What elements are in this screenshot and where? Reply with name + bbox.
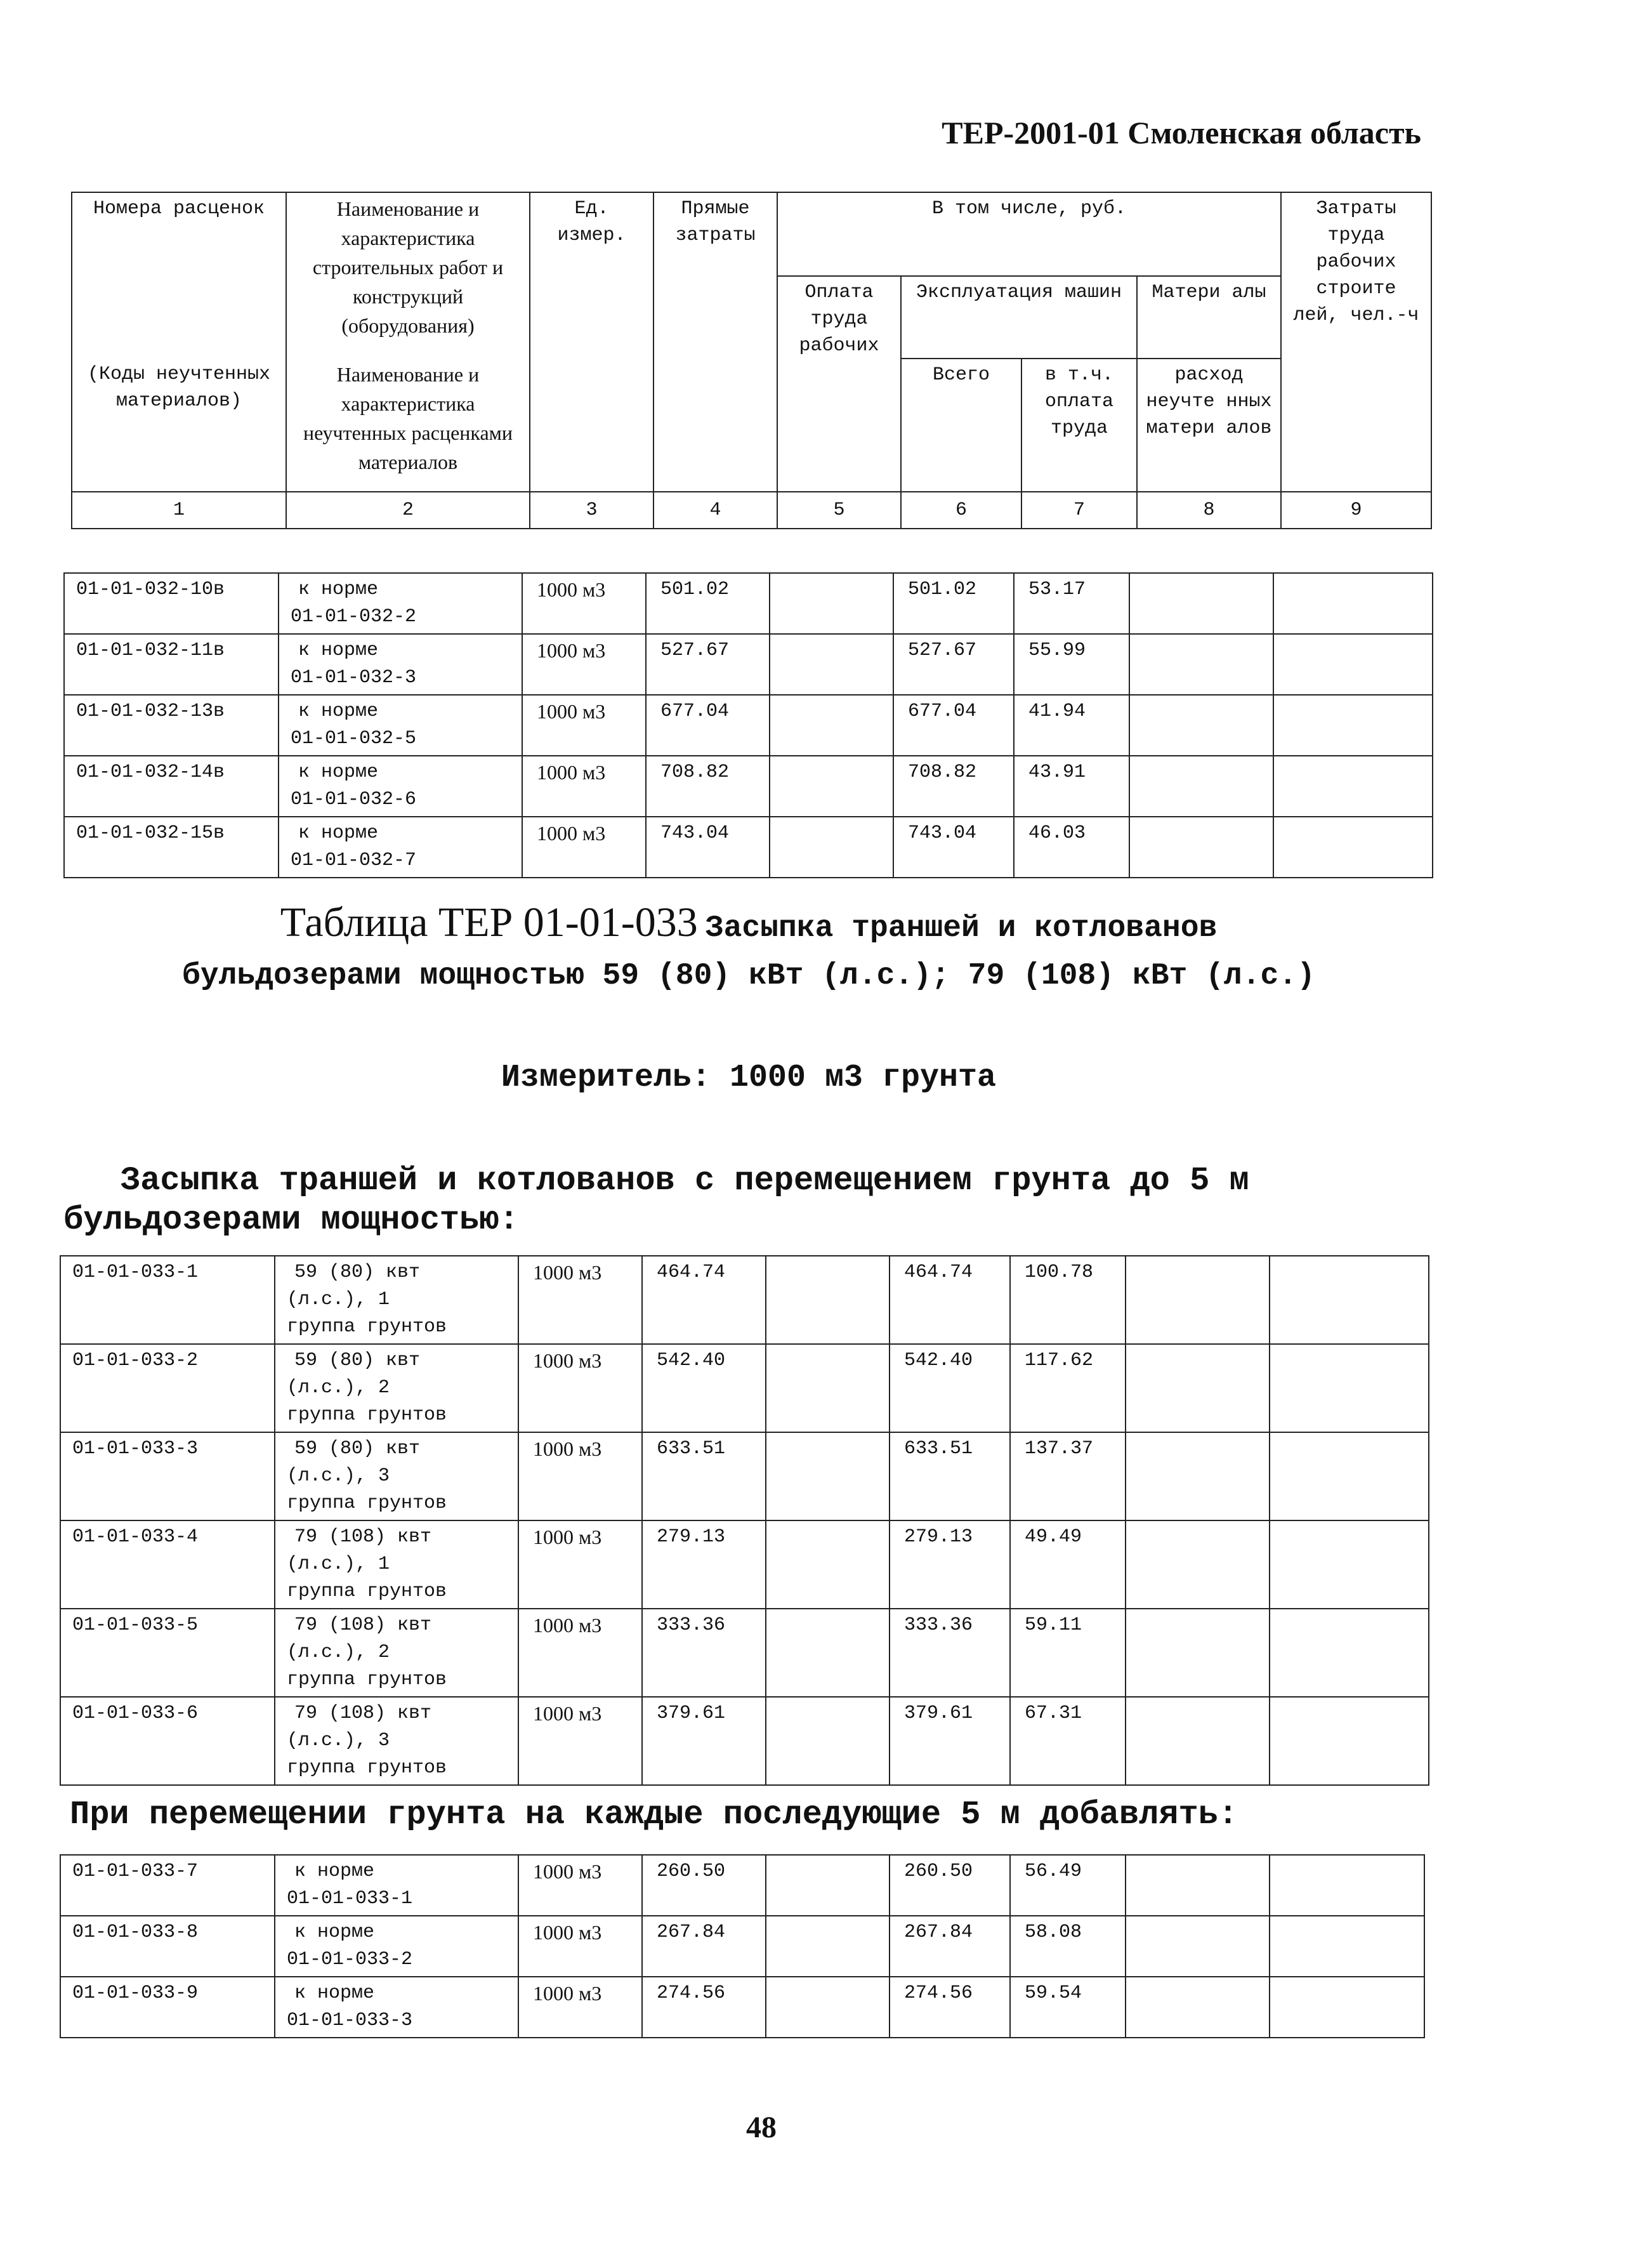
column-number: 8 bbox=[1137, 492, 1281, 529]
materials-cell bbox=[1126, 1977, 1270, 2038]
header-material-names: Наименование и характеристика неучтенных расценками материалов bbox=[286, 359, 530, 492]
machines-labor-cell-line: 59.54 bbox=[1025, 1982, 1082, 2004]
machines-total-cell bbox=[890, 1432, 1010, 1520]
rate-code bbox=[60, 1520, 275, 1609]
machines-labor-cell-line: 59.11 bbox=[1025, 1614, 1082, 1636]
rate-description bbox=[275, 1256, 518, 1344]
machines-labor-cell-line: 43.91 bbox=[1028, 761, 1086, 783]
labor-hours-cell bbox=[1270, 1697, 1429, 1785]
machines-labor-cell bbox=[1010, 1520, 1126, 1609]
rate-code-line: 01-01-033-7 bbox=[72, 1861, 199, 1882]
rate-code-line: 01-01-032-10в bbox=[76, 579, 225, 600]
machines-total-cell-line: 677.04 bbox=[908, 701, 977, 722]
unit-cell-line: 1000 м3 bbox=[533, 1614, 602, 1637]
rate-code-line: 01-01-033-2 bbox=[72, 1350, 199, 1371]
machines-total-cell bbox=[890, 1916, 1010, 1977]
machines-labor-cell-line: 137.37 bbox=[1025, 1438, 1094, 1460]
direct-costs-cell-line: 464.74 bbox=[657, 1262, 726, 1283]
rate-description-line: (л.с.), 3 bbox=[287, 1465, 390, 1487]
rate-description-line: группа грунтов bbox=[287, 1404, 447, 1426]
rate-description-line: (л.с.), 3 bbox=[287, 1730, 390, 1751]
direct-costs-cell bbox=[642, 1609, 766, 1697]
column-header-table bbox=[71, 192, 1432, 529]
labor-pay-cell bbox=[766, 1697, 890, 1785]
machines-labor-cell bbox=[1010, 1256, 1126, 1344]
table-row bbox=[60, 1609, 1429, 1697]
machines-labor-cell-line: 53.17 bbox=[1028, 579, 1086, 600]
page-number: 48 bbox=[746, 2111, 777, 2144]
unit-cell bbox=[518, 1609, 642, 1697]
section-heading-additional: При перемещении грунта на каждые последующие 5 м добавлять: bbox=[70, 1796, 1238, 1833]
unit-cell bbox=[522, 695, 646, 756]
rate-description bbox=[275, 1609, 518, 1697]
rate-code bbox=[60, 1432, 275, 1520]
direct-costs-cell-line: 274.56 bbox=[657, 1982, 726, 2004]
rate-description-line: 01-01-033-2 bbox=[287, 1949, 413, 1970]
materials-cell bbox=[1126, 1697, 1270, 1785]
rate-description bbox=[275, 1520, 518, 1609]
labor-pay-cell bbox=[766, 1977, 890, 2038]
machines-labor-cell bbox=[1014, 573, 1129, 634]
unit-cell bbox=[522, 573, 646, 634]
machines-total-cell-line: 501.02 bbox=[908, 579, 977, 600]
machines-labor-cell-line: 49.49 bbox=[1025, 1526, 1082, 1548]
materials-cell bbox=[1129, 756, 1273, 817]
rate-description bbox=[275, 1697, 518, 1785]
direct-costs-cell bbox=[646, 695, 770, 756]
materials-cell bbox=[1126, 1432, 1270, 1520]
unit-cell-line: 1000 м3 bbox=[537, 822, 606, 845]
table-row bbox=[60, 1916, 1424, 1977]
rates-table-033-additional bbox=[60, 1854, 1425, 2038]
direct-costs-cell bbox=[642, 1855, 766, 1916]
labor-pay-cell bbox=[770, 634, 893, 695]
labor-hours-cell bbox=[1270, 1344, 1429, 1432]
machines-total-cell-line: 708.82 bbox=[908, 761, 977, 783]
unit-cell-line: 1000 м3 bbox=[533, 1702, 602, 1725]
table-row bbox=[60, 1520, 1429, 1609]
labor-hours-cell bbox=[1273, 817, 1433, 878]
direct-costs-cell bbox=[642, 1256, 766, 1344]
machines-total-cell bbox=[893, 695, 1014, 756]
rate-description-line: к норме bbox=[294, 1982, 375, 2004]
rate-description bbox=[275, 1977, 518, 2038]
machines-labor-cell-line: 46.03 bbox=[1028, 822, 1086, 844]
direct-costs-cell bbox=[642, 1697, 766, 1785]
section-heading-line1: Засыпка траншей и котлованов с перемещением грунта до 5 м bbox=[121, 1162, 1249, 1199]
rate-description bbox=[279, 695, 522, 756]
table-title-prefix: Таблица ТЕР 01-01-033 bbox=[280, 899, 698, 946]
unit-cell bbox=[518, 1855, 642, 1916]
rate-description-line: к норме bbox=[298, 761, 379, 783]
rate-description-line: группа грунтов bbox=[287, 1757, 447, 1779]
rate-description-line: 79 (108) квт bbox=[294, 1703, 432, 1724]
rate-description-line: 01-01-033-1 bbox=[287, 1888, 413, 1909]
rate-code bbox=[60, 1916, 275, 1977]
rate-description-line: (л.с.), 1 bbox=[287, 1289, 390, 1310]
rate-description-line: 01-01-032-5 bbox=[291, 728, 417, 749]
header-name: Наименование и характеристика строительных работ и конструкций (оборудования) bbox=[286, 192, 530, 359]
machines-labor-cell bbox=[1014, 634, 1129, 695]
labor-hours-cell bbox=[1270, 1520, 1429, 1609]
unit-cell bbox=[518, 1432, 642, 1520]
rate-description-line: 59 (80) квт bbox=[294, 1438, 421, 1460]
machines-labor-cell bbox=[1010, 1977, 1126, 2038]
header-material-codes: (Коды неучтенных материалов) bbox=[72, 359, 286, 492]
rate-description bbox=[279, 634, 522, 695]
rate-description-line: 01-01-032-3 bbox=[291, 667, 417, 689]
machines-labor-cell-line: 117.62 bbox=[1025, 1350, 1094, 1371]
header-unit: Ед. измер. bbox=[530, 192, 653, 492]
rate-description-line: 79 (108) квт bbox=[294, 1526, 432, 1548]
labor-pay-cell bbox=[766, 1344, 890, 1432]
direct-costs-cell-line: 677.04 bbox=[660, 701, 730, 722]
rate-description-line: 59 (80) квт bbox=[294, 1350, 421, 1371]
unit-cell bbox=[518, 1697, 642, 1785]
rate-description-line: 01-01-032-2 bbox=[291, 606, 417, 628]
rate-description-line: к норме bbox=[298, 701, 379, 722]
column-number: 3 bbox=[530, 492, 653, 529]
machines-labor-cell-line: 58.08 bbox=[1025, 1922, 1082, 1943]
rate-description-line: (л.с.), 2 bbox=[287, 1642, 390, 1663]
machines-labor-cell bbox=[1010, 1432, 1126, 1520]
direct-costs-cell-line: 260.50 bbox=[657, 1861, 726, 1882]
labor-hours-cell bbox=[1273, 695, 1433, 756]
direct-costs-cell-line: 379.61 bbox=[657, 1703, 726, 1724]
labor-pay-cell bbox=[766, 1432, 890, 1520]
rates-table-032 bbox=[63, 572, 1433, 878]
header-machines: Эксплуатация машин bbox=[901, 276, 1137, 359]
machines-total-cell-line: 260.50 bbox=[904, 1861, 973, 1882]
unit-cell-line: 1000 м3 bbox=[537, 700, 606, 723]
machines-total-cell-line: 333.36 bbox=[904, 1614, 973, 1636]
direct-costs-cell bbox=[646, 573, 770, 634]
rate-description-line: 01-01-032-7 bbox=[291, 850, 417, 871]
rate-description-line: группа грунтов bbox=[287, 1581, 447, 1602]
machines-total-cell-line: 527.67 bbox=[908, 640, 977, 661]
unit-cell-line: 1000 м3 bbox=[533, 1526, 602, 1548]
rate-description-line: группа грунтов bbox=[287, 1316, 447, 1338]
direct-costs-cell bbox=[646, 756, 770, 817]
unit-cell bbox=[522, 756, 646, 817]
column-number: 7 bbox=[1021, 492, 1137, 529]
rate-code bbox=[60, 1609, 275, 1697]
machines-total-cell bbox=[893, 634, 1014, 695]
rate-code bbox=[64, 756, 279, 817]
column-number: 5 bbox=[777, 492, 901, 529]
rate-code-line: 01-01-033-8 bbox=[72, 1922, 199, 1943]
unit-cell-line: 1000 м3 bbox=[533, 1261, 602, 1284]
table-row bbox=[60, 1977, 1424, 2038]
rate-description-line: 01-01-032-6 bbox=[291, 789, 417, 810]
machines-labor-cell bbox=[1010, 1697, 1126, 1785]
rate-code bbox=[60, 1256, 275, 1344]
machines-labor-cell bbox=[1014, 817, 1129, 878]
rate-description-line: к норме bbox=[298, 640, 379, 661]
direct-costs-cell bbox=[646, 817, 770, 878]
rate-description-line: 01-01-033-3 bbox=[287, 2010, 413, 2031]
direct-costs-cell-line: 708.82 bbox=[660, 761, 730, 783]
machines-labor-cell bbox=[1010, 1609, 1126, 1697]
unit-cell-line: 1000 м3 bbox=[537, 578, 606, 601]
direct-costs-cell-line: 527.67 bbox=[660, 640, 730, 661]
rate-description-line: к норме bbox=[294, 1861, 375, 1882]
machines-total-cell bbox=[890, 1697, 1010, 1785]
machines-total-cell-line: 379.61 bbox=[904, 1703, 973, 1724]
table-row bbox=[64, 817, 1433, 878]
labor-hours-cell bbox=[1270, 1256, 1429, 1344]
machines-labor-cell-line: 100.78 bbox=[1025, 1262, 1094, 1283]
direct-costs-cell bbox=[642, 1977, 766, 2038]
labor-pay-cell bbox=[770, 817, 893, 878]
labor-hours-cell bbox=[1270, 1916, 1424, 1977]
materials-cell bbox=[1129, 817, 1273, 878]
machines-total-cell-line: 274.56 bbox=[904, 1982, 973, 2004]
rate-description-line: группа грунтов bbox=[287, 1669, 447, 1691]
section-heading bbox=[63, 1161, 1466, 1240]
labor-pay-cell bbox=[766, 1256, 890, 1344]
rate-code-line: 01-01-033-4 bbox=[72, 1526, 199, 1548]
rate-code-line: 01-01-032-13в bbox=[76, 701, 225, 722]
materials-cell bbox=[1129, 573, 1273, 634]
rate-code bbox=[60, 1977, 275, 2038]
unit-cell bbox=[522, 634, 646, 695]
rates-table-033 bbox=[60, 1255, 1429, 1786]
machines-total-cell-line: 633.51 bbox=[904, 1438, 973, 1460]
unit-cell bbox=[518, 1256, 642, 1344]
machines-total-cell-line: 743.04 bbox=[908, 822, 977, 844]
rate-description bbox=[279, 756, 522, 817]
table-row bbox=[60, 1344, 1429, 1432]
labor-pay-cell bbox=[770, 695, 893, 756]
rate-code-line: 01-01-032-15в bbox=[76, 822, 225, 844]
direct-costs-cell bbox=[642, 1916, 766, 1977]
direct-costs-cell-line: 501.02 bbox=[660, 579, 730, 600]
labor-hours-cell bbox=[1273, 756, 1433, 817]
machines-total-cell bbox=[890, 1855, 1010, 1916]
header-direct-costs: Прямые затраты bbox=[653, 192, 777, 492]
header-machines-total: Всего bbox=[901, 359, 1021, 492]
rate-code-line: 01-01-033-1 bbox=[72, 1262, 199, 1283]
direct-costs-cell-line: 333.36 bbox=[657, 1614, 726, 1636]
machines-labor-cell bbox=[1010, 1344, 1126, 1432]
materials-cell bbox=[1126, 1609, 1270, 1697]
rate-description bbox=[275, 1855, 518, 1916]
labor-pay-cell bbox=[766, 1609, 890, 1697]
unit-cell bbox=[518, 1977, 642, 2038]
machines-total-cell bbox=[890, 1609, 1010, 1697]
direct-costs-cell-line: 279.13 bbox=[657, 1526, 726, 1548]
machines-total-cell bbox=[890, 1344, 1010, 1432]
direct-costs-cell-line: 633.51 bbox=[657, 1438, 726, 1460]
rate-description-line: к норме bbox=[298, 579, 379, 600]
labor-hours-cell bbox=[1270, 1977, 1424, 2038]
direct-costs-cell bbox=[642, 1520, 766, 1609]
rate-description-line: 79 (108) квт bbox=[294, 1614, 432, 1636]
rate-description-line: группа грунтов bbox=[287, 1493, 447, 1514]
unit-cell-line: 1000 м3 bbox=[537, 761, 606, 784]
machines-total-cell bbox=[893, 817, 1014, 878]
direct-costs-cell-line: 267.84 bbox=[657, 1922, 726, 1943]
unit-cell-line: 1000 м3 bbox=[533, 1860, 602, 1883]
table-row bbox=[64, 573, 1433, 634]
header-machines-labor: в т.ч. оплата труда bbox=[1021, 359, 1137, 492]
machines-labor-cell-line: 67.31 bbox=[1025, 1703, 1082, 1724]
table-row bbox=[64, 695, 1433, 756]
labor-hours-cell bbox=[1273, 573, 1433, 634]
machines-labor-cell-line: 41.94 bbox=[1028, 701, 1086, 722]
labor-pay-cell bbox=[770, 573, 893, 634]
header-labor-hours: Затраты труда рабочих строите лей, чел.-ч bbox=[1281, 192, 1431, 492]
rate-code bbox=[64, 817, 279, 878]
rate-code-line: 01-01-033-6 bbox=[72, 1703, 199, 1724]
rate-code-line: 01-01-033-3 bbox=[72, 1438, 199, 1460]
table-row bbox=[60, 1256, 1429, 1344]
machines-labor-cell-line: 56.49 bbox=[1025, 1861, 1082, 1882]
direct-costs-cell bbox=[642, 1344, 766, 1432]
rate-code bbox=[64, 634, 279, 695]
machines-labor-cell bbox=[1010, 1916, 1126, 1977]
direct-costs-cell bbox=[642, 1432, 766, 1520]
table-row bbox=[64, 634, 1433, 695]
header-material-usage: расход неучте нных матери алов bbox=[1137, 359, 1281, 492]
column-number: 4 bbox=[653, 492, 777, 529]
rate-description bbox=[275, 1432, 518, 1520]
materials-cell bbox=[1129, 634, 1273, 695]
unit-cell-line: 1000 м3 bbox=[533, 1437, 602, 1460]
labor-pay-cell bbox=[770, 756, 893, 817]
section-heading-line2: бульдозерами мощностью: bbox=[63, 1201, 519, 1239]
table-title bbox=[51, 900, 1447, 999]
unit-cell bbox=[518, 1916, 642, 1977]
rate-code bbox=[60, 1855, 275, 1916]
machines-total-cell-line: 464.74 bbox=[904, 1262, 973, 1283]
materials-cell bbox=[1126, 1344, 1270, 1432]
machines-total-cell bbox=[890, 1256, 1010, 1344]
document-header: ТЕР-2001-01 Смоленская область bbox=[942, 115, 1421, 150]
labor-hours-cell bbox=[1273, 634, 1433, 695]
machines-labor-cell-line: 55.99 bbox=[1028, 640, 1086, 661]
unit-cell bbox=[522, 817, 646, 878]
rate-description-line: 59 (80) квт bbox=[294, 1262, 421, 1283]
table-title-line1: Засыпка траншей и котлованов bbox=[705, 911, 1218, 946]
labor-hours-cell bbox=[1270, 1609, 1429, 1697]
column-number: 1 bbox=[72, 492, 286, 529]
materials-cell bbox=[1126, 1520, 1270, 1609]
rate-description-line: к норме bbox=[294, 1922, 375, 1943]
table-row bbox=[64, 756, 1433, 817]
machines-labor-cell bbox=[1014, 756, 1129, 817]
measure-unit: Измеритель: 1000 м3 грунта bbox=[501, 1060, 997, 1096]
machines-labor-cell bbox=[1014, 695, 1129, 756]
rate-code-line: 01-01-032-14в bbox=[76, 761, 225, 783]
header-labor-pay: Оплата труда рабочих bbox=[777, 276, 901, 492]
unit-cell-line: 1000 м3 bbox=[537, 639, 606, 662]
unit-cell-line: 1000 м3 bbox=[533, 1921, 602, 1944]
table-row bbox=[60, 1855, 1424, 1916]
labor-hours-cell bbox=[1270, 1855, 1424, 1916]
rate-code-line: 01-01-033-9 bbox=[72, 1982, 199, 2004]
unit-cell bbox=[518, 1520, 642, 1609]
rate-code bbox=[60, 1697, 275, 1785]
machines-total-cell-line: 542.40 bbox=[904, 1350, 973, 1371]
labor-hours-cell bbox=[1270, 1432, 1429, 1520]
rate-code bbox=[60, 1344, 275, 1432]
machines-total-cell bbox=[890, 1977, 1010, 2038]
rate-description bbox=[279, 573, 522, 634]
materials-cell bbox=[1126, 1256, 1270, 1344]
materials-cell bbox=[1126, 1855, 1270, 1916]
direct-costs-cell-line: 743.04 bbox=[660, 822, 730, 844]
machines-total-cell-line: 279.13 bbox=[904, 1526, 973, 1548]
machines-total-cell bbox=[893, 573, 1014, 634]
rate-code bbox=[64, 573, 279, 634]
machines-total-cell-line: 267.84 bbox=[904, 1922, 973, 1943]
direct-costs-cell bbox=[646, 634, 770, 695]
unit-cell-line: 1000 м3 bbox=[533, 1982, 602, 2005]
unit-cell bbox=[518, 1344, 642, 1432]
labor-pay-cell bbox=[766, 1855, 890, 1916]
materials-cell bbox=[1126, 1916, 1270, 1977]
labor-pay-cell bbox=[766, 1916, 890, 1977]
labor-pay-cell bbox=[766, 1520, 890, 1609]
rate-description-line: (л.с.), 1 bbox=[287, 1553, 390, 1575]
rate-description-line: к норме bbox=[298, 822, 379, 844]
header-including: В том числе, руб. bbox=[777, 192, 1281, 276]
table-title-line2: бульдозерами мощностью 59 (80) кВт (л.с.); 79 (108) кВт (л.с.) bbox=[182, 959, 1315, 993]
rate-description-line: (л.с.), 2 bbox=[287, 1377, 390, 1399]
direct-costs-cell-line: 542.40 bbox=[657, 1350, 726, 1371]
table-row bbox=[60, 1697, 1429, 1785]
machines-labor-cell bbox=[1010, 1855, 1126, 1916]
rate-description bbox=[275, 1344, 518, 1432]
header-materials: Матери алы bbox=[1137, 276, 1281, 359]
column-number: 9 bbox=[1281, 492, 1431, 529]
rate-description bbox=[279, 817, 522, 878]
rate-code-line: 01-01-033-5 bbox=[72, 1614, 199, 1636]
materials-cell bbox=[1129, 695, 1273, 756]
column-number: 6 bbox=[901, 492, 1021, 529]
machines-total-cell bbox=[890, 1520, 1010, 1609]
table-row bbox=[60, 1432, 1429, 1520]
machines-total-cell bbox=[893, 756, 1014, 817]
unit-cell-line: 1000 м3 bbox=[533, 1349, 602, 1372]
header-code: Номера расценок bbox=[72, 192, 286, 359]
column-number: 2 bbox=[286, 492, 530, 529]
rate-code bbox=[64, 695, 279, 756]
rate-code-line: 01-01-032-11в bbox=[76, 640, 225, 661]
rate-description bbox=[275, 1916, 518, 1977]
